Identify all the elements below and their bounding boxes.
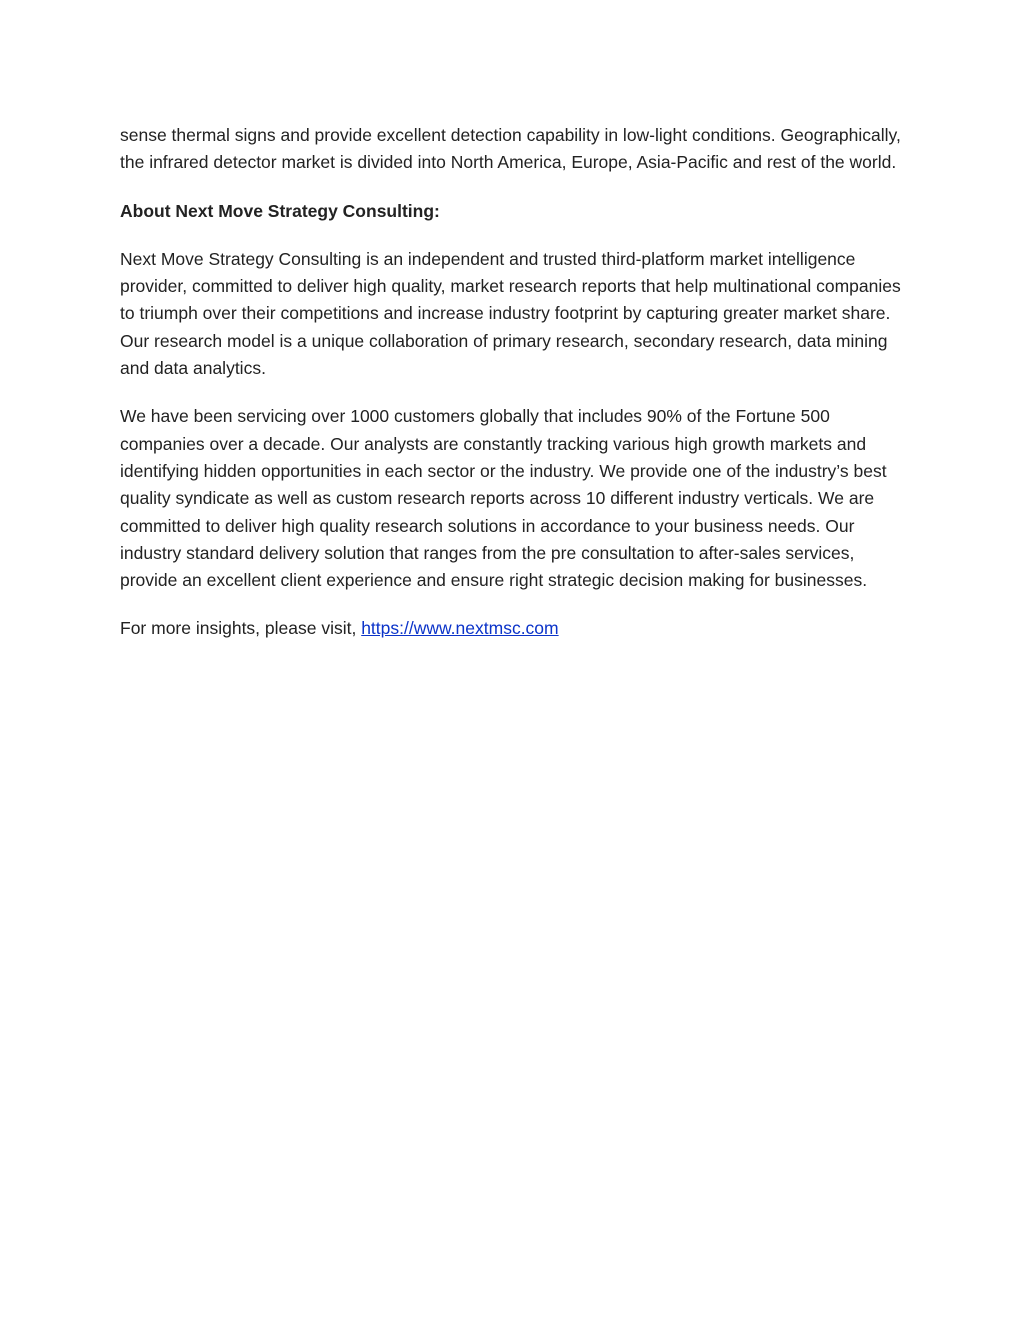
intro-paragraph: sense thermal signs and provide excellent detection capability in low-light conditions. Geographically, the infrared detector market is divided into North America, Europe, Asia-Pacific and rest of the world. (120, 125, 901, 173)
about-heading: About Next Move Strategy Consulting: (120, 200, 440, 221)
services-paragraph: We have been servicing over 1000 customers globally that includes 90% of the Fortune 500 companies over a decade. Our analysts are constantly tracking various high growth markets and identifying hidden opportunities in each sector or the industry. We provide one of the industry’s best quality syndicate as well as custom research reports across 10 different industry verticals. We are committed to deliver high quality research solutions in accordance to your business needs. Our industry standard delivery solution that ranges from the pre consultation to after-sales services, provide an excellent client experience and ensure right strategic decision making for businesses. (120, 406, 887, 591)
document-body (120, 122, 910, 664)
visit-line (120, 615, 910, 642)
about-paragraph: Next Move Strategy Consulting is an independent and trusted third-platform market intelligence provider, committed to deliver high quality, market research reports that help multinational companies to triumph over their competitions and increase industry footprint by capturing greater market share. Our research model is a unique collaboration of primary research, secondary research, data mining and data analytics. (120, 248, 901, 379)
website-link[interactable]: https://www.nextmsc.com (361, 618, 559, 639)
visit-prefix-text: For more insights, please visit, (120, 618, 362, 639)
